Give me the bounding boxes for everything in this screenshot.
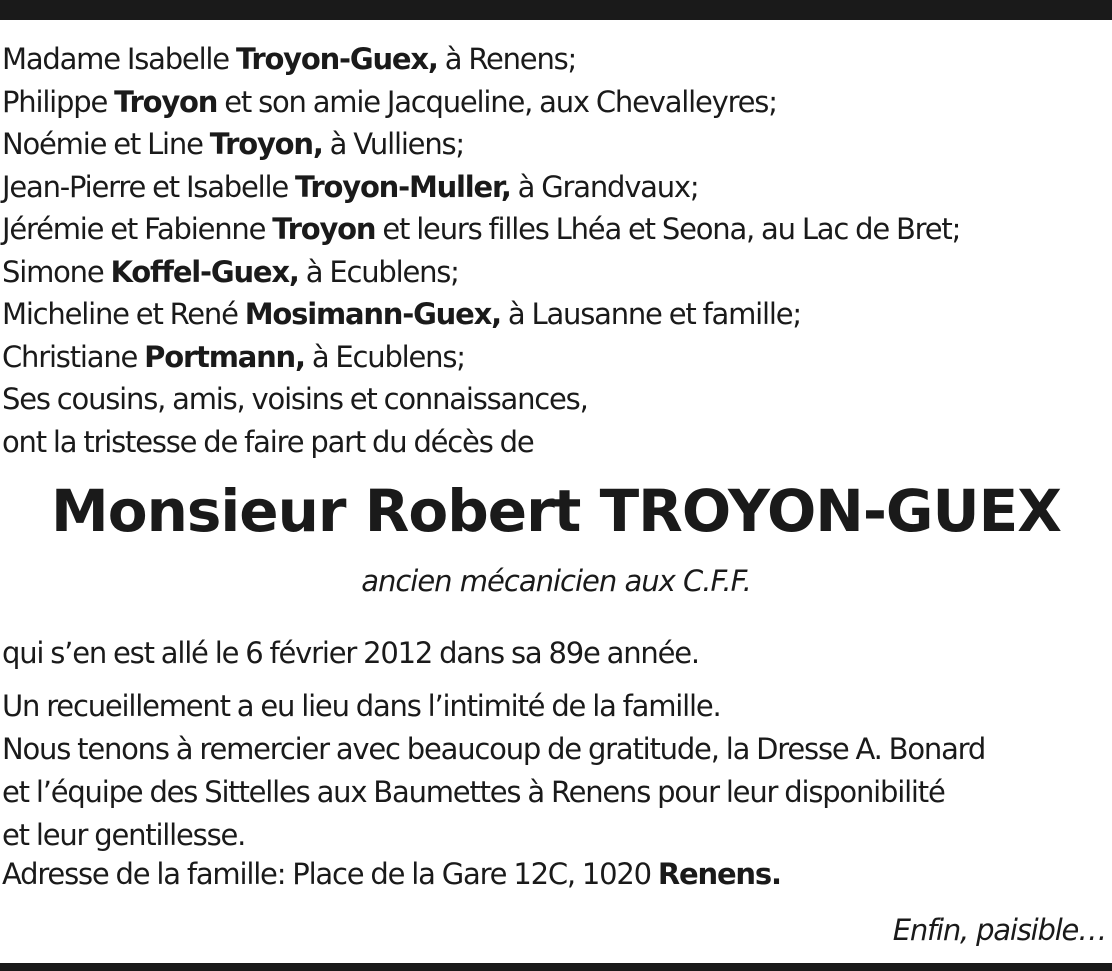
family-address-city: Renens. (657, 857, 781, 891)
family-line (2, 378, 1108, 421)
thanks-line: Nous tenons à remercier avec beaucoup de gratitude, la Dresse A. Bonard (2, 732, 986, 766)
family-surname: Troyon, (209, 127, 323, 161)
family-line (2, 81, 1108, 124)
family-address (2, 853, 1108, 896)
family-line-text: Philippe (2, 84, 115, 119)
family-surname: Troyon-Guex, (235, 42, 438, 76)
family-line (2, 421, 1108, 464)
family-line-place: et son amie Jacqueline, aux Chevalleyres; (217, 84, 777, 119)
family-line (2, 166, 1108, 209)
family-line-text: Jean-Pierre et Isabelle (2, 169, 296, 204)
family-line-place: à Renens; (437, 42, 577, 76)
family-line-text: Micheline et René (2, 297, 245, 331)
family-line-place: à Grandvaux; (510, 169, 699, 204)
thanks-line: et leur gentillesse. (2, 818, 246, 852)
family-line (2, 251, 1108, 294)
family-surname: Troyon (114, 84, 218, 119)
ceremony-notice: Un recueillement a eu lieu dans l’intimité de la famille. (2, 689, 721, 723)
family-address-text: Adresse de la famille: Place de la Gare 12C, 1020 (2, 857, 658, 891)
death-notice: qui s’en est allé le 6 février 2012 dans sa 89e année. (2, 636, 699, 670)
family-line-text: Ses cousins, amis, voisins et connaissances, (2, 382, 588, 416)
family-line-text: Noémie et Line (2, 127, 210, 161)
deceased-name: Monsieur Robert TROYON-GUEX (51, 477, 1061, 545)
bottom-rule (0, 963, 1112, 971)
family-surname: Koffel-Guex, (110, 254, 299, 289)
family-surname: Portmann, (144, 339, 305, 374)
family-line-place: et leurs filles Lhéa et Seona, au Lac de Bret; (375, 212, 961, 246)
family-surname: Troyon (272, 212, 376, 246)
family-line-text: Simone (2, 254, 111, 289)
closing-phrase: Enfin, paisible… (892, 913, 1106, 947)
family-line (2, 123, 1108, 166)
family-line-text: Jérémie et Fabienne (2, 212, 273, 246)
family-line-place: à Ecublens; (304, 339, 465, 374)
family-line (2, 293, 1108, 336)
family-line-text: Christiane (2, 339, 145, 374)
family-list (2, 38, 1108, 463)
thanks-line: et l’équipe des Sittelles aux Baumettes à Renens pour leur disponibilité (2, 775, 945, 809)
family-surname: Troyon-Muller, (295, 169, 511, 204)
family-line-place: à Lausanne et famille; (500, 297, 801, 331)
family-line (2, 336, 1108, 379)
family-line-text: Madame Isabelle (2, 42, 236, 76)
family-surname: Mosimann-Guex, (244, 297, 501, 331)
deceased-role: ancien mécanicien aux C.F.F. (361, 564, 751, 598)
family-line-place: à Ecublens; (298, 254, 459, 289)
family-line (2, 208, 1108, 251)
family-line-text: ont la tristesse de faire part du décès de (2, 424, 534, 459)
top-rule (0, 0, 1112, 20)
family-line (2, 38, 1108, 81)
family-line-place: à Vulliens; (322, 127, 464, 161)
